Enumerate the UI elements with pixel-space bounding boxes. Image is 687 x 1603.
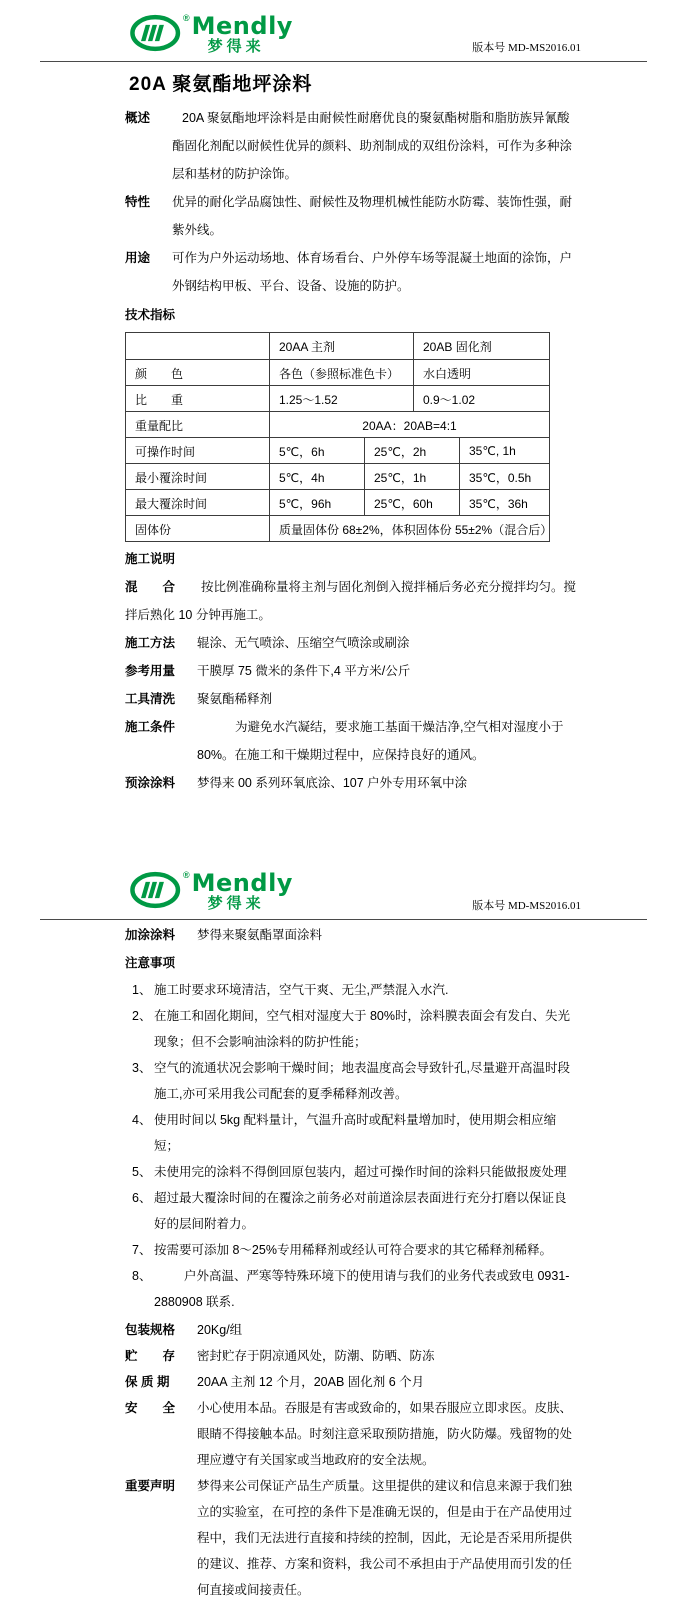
safety-label: 安 全 [125,1401,176,1415]
usage-section [125,244,577,300]
header-cell-empty [126,333,269,359]
row-label: 重量配比 [135,418,184,433]
gravity-hardener: 0.9～1.02 [413,386,549,411]
note-item-2 [125,1003,577,1055]
row-label: 颜 色 [135,366,184,381]
gravity-main: 1.25～1.52 [269,386,413,411]
overview-label: 概述 [125,111,151,125]
brand-logo [130,871,293,911]
page1-header [0,0,687,62]
note-number: 7、 [132,1243,152,1257]
note-number: 3、 [132,1061,152,1075]
note-text: 使用时间以 5kg 配料量计，气温升高时或配料量增加时，使用期会相应缩短； [154,1113,557,1153]
note-text: 超过最大覆涂时间的在覆涂之前务必对前道涂层表面进行充分打磨以保证良好的层间附着力。 [154,1191,567,1231]
table-row-ratio [126,411,549,437]
topcoat-text: 梦得来聚氨酯罩面涂料 [197,928,323,942]
cleaning-label: 工具清洗 [125,692,176,706]
note-text: 在施工和固化期间，空气相对湿度大于 80%时，涂料膜表面会有发白、失光现象；但不会影响油涂料的防护性能； [154,1009,570,1049]
brand-wordmark [192,14,293,54]
precoat-label: 预涂涂料 [125,776,176,790]
statement-label: 重要声明 [125,1479,176,1493]
storage-text: 密封贮存于阴凉通风处，防潮、防晒、防冻 [197,1349,435,1363]
table-row-solids [126,515,553,541]
note-number: 1、 [132,983,152,997]
color-hardener: 水白透明 [413,360,549,385]
table-row-color [126,359,549,385]
mixing-section [125,573,577,629]
row-label: 比 重 [135,392,184,407]
shelf-life-label: 保 质 期 [125,1375,170,1389]
registered-trademark-icon: ® [183,13,190,23]
brand-name-en: Mendly [191,869,293,897]
statement-section [125,1473,577,1603]
precoat-text: 梦得来 00 系列环氧底涂、107 户外专用环氧中涂 [197,776,468,790]
header-divider [40,919,647,920]
tech-spec-table [125,332,553,542]
storage-section [125,1343,577,1369]
cleaning-section [125,685,577,713]
statement-text: 梦得来公司保证产品生产质量。这里提供的建议和信息来源于我们独立的实验室，在可控的条件下是准确无误的，但是由于在产品使用过程中，我们无法进行直接和持续的控制，因此，无论是否采用所提供的建议、推荐、方案和资料，我公司不承担由于产品使用而引发的任何直接或间接责任。 [197,1479,573,1597]
note-text: 户外高温、严寒等特殊环境下的使用请与我们的业务代表或致电 0931-2880908 联系. [154,1269,570,1309]
table-header-row [126,333,549,359]
note-item-6 [125,1185,577,1237]
method-section [125,629,577,657]
brand-name-en: Mendly [191,12,293,40]
brand-name-cn: 梦得来 [207,895,265,912]
note-number: 8、 [132,1269,152,1283]
shelf-life-text: 20AA 主剂 12 个月，20AB 固化剂 6 个月 [197,1375,425,1389]
mendly-emblem-icon [130,14,182,52]
header-cell-hardener: 20AB 固化剂 [413,333,549,359]
topcoat-label: 加涂涂料 [125,928,176,942]
storage-label: 贮 存 [125,1349,176,1363]
table-row-gravity [126,385,549,411]
feature-text: 优异的耐化学品腐蚀性、耐候性及物理机械性能防水防霉、装饰性强，耐紫外线。 [172,195,573,237]
header-cell-main-agent: 20AA 主剂 [269,333,413,359]
page1-content [125,69,577,797]
usage-label: 用途 [125,251,151,265]
dosage-label: 参考用量 [125,664,176,678]
max-35c: 35℃，36h [459,490,549,515]
note-text: 按需要可添加 8～25%专用稀释剂或经认可符合要求的其它稀释剂稀释。 [154,1243,552,1257]
note-item-7 [125,1237,577,1263]
dosage-text: 干膜厚 75 微米的条件下,4 平方米/公斤 [197,664,411,678]
brand-name-cn: 梦得来 [207,38,265,55]
mixing-label: 混 合 [125,580,176,594]
note-item-8 [125,1263,577,1315]
note-item-4 [125,1107,577,1159]
construction-heading: 施工说明 [125,552,176,566]
safety-text: 小心使用本品。吞服是有害或致命的，如果吞服应立即求医。皮肤、眼睛不得接触本品。时刻注意采取预防措施，防火防爆。残留物的处理应遵守有关国家或当地政府的安全法规。 [197,1401,573,1467]
cleaning-text: 聚氨酯稀释剂 [197,692,273,706]
page-2 [0,871,687,1603]
table-row-pot-life [126,437,549,463]
min-35c: 35℃，0.5h [459,464,549,489]
tech-spec-heading: 技术指标 [125,308,176,322]
solids-value: 质量固体份 68±2%，体积固体份 55±2%（混合后） [269,516,549,541]
pot-25c: 25℃，2h [364,438,459,463]
mixing-text: 按比例准确称量将主剂与固化剂倒入搅拌桶后务必充分搅拌均匀。搅拌后熟化 10 分钟再施工。 [125,580,577,622]
row-label: 固体份 [135,522,172,537]
row-label: 可操作时间 [135,444,196,459]
registered-trademark-icon: ® [183,870,190,880]
packing-text: 20Kg/组 [197,1323,243,1337]
feature-label: 特性 [125,195,151,209]
overview-section [125,104,577,188]
min-5c: 5℃，4h [269,464,364,489]
note-item-3 [125,1055,577,1107]
max-5c: 5℃，96h [269,490,364,515]
packing-section [125,1317,577,1343]
page-1 [0,0,687,797]
version-number: 版本号 MD-MS2016.01 [472,42,581,54]
product-title: 20A 聚氨酯地坪涂料 [129,74,313,95]
packing-label: 包装规格 [125,1323,176,1337]
ratio-value: 20AA：20AB=4:1 [269,412,549,437]
shelf-life-section [125,1369,577,1395]
note-number: 6、 [132,1191,152,1205]
page2-content [125,922,577,1603]
max-25c: 25℃，60h [364,490,459,515]
note-number: 4、 [132,1113,152,1127]
dosage-section [125,657,577,685]
pot-5c: 5℃，6h [269,438,364,463]
note-item-1 [125,977,577,1003]
overview-text: 20A 聚氨酯地坪涂料是由耐候性耐磨优良的聚氨酯树脂和脂肪族异氰酸酯固化剂配以耐候性优异的颜料、助剂制成的双组份涂料，可作为多种涂层和基材的防护涂饰。 [172,111,573,181]
method-label: 施工方法 [125,636,176,650]
topcoat-section [125,922,577,948]
color-main: 各色（参照标准色卡） [269,360,413,385]
note-text: 空气的流通状况会影响干燥时间；地表温度高会导致针孔,尽量避开高温时段施工,亦可采用我公司配套的夏季稀释剂改善。 [154,1061,570,1101]
page2-header [0,871,687,920]
pot-35c: 35℃, 1h [459,438,549,463]
method-text: 辊涂、无气喷涂、压缩空气喷涂或刷涂 [197,636,410,650]
note-text: 施工时要求环境清洁，空气干爽、无尘,严禁混入水汽. [154,983,449,997]
safety-section [125,1395,577,1473]
condition-text: 为避免水汽凝结，要求施工基面干燥洁净,空气相对湿度小于 80%。在施工和干燥期过程中，应保持良好的通风。 [197,720,564,762]
condition-section [125,713,577,769]
condition-label: 施工条件 [125,720,176,734]
header-divider [40,61,647,62]
note-item-5 [125,1159,577,1185]
note-number: 5、 [132,1165,152,1179]
table-row-max-recoat [126,489,549,515]
brand-wordmark [192,871,293,911]
note-number: 2、 [132,1009,152,1023]
usage-text: 可作为户外运动场地、体育场看台、户外停车场等混凝土地面的涂饰，户外钢结构甲板、平台、设备、设施的防护。 [172,251,573,293]
version-number: 版本号 MD-MS2016.01 [472,900,581,912]
notes-heading: 注意事项 [125,956,176,970]
feature-section [125,188,577,244]
row-label: 最大覆涂时间 [135,496,208,511]
table-row-min-recoat [126,463,549,489]
brand-logo [130,14,293,54]
note-text: 未使用完的涂料不得倒回原包装内，超过可操作时间的涂料只能做报废处理 [154,1165,567,1179]
precoat-section [125,769,577,797]
min-25c: 25℃，1h [364,464,459,489]
mendly-emblem-icon [130,871,182,909]
row-label: 最小覆涂时间 [135,470,208,485]
